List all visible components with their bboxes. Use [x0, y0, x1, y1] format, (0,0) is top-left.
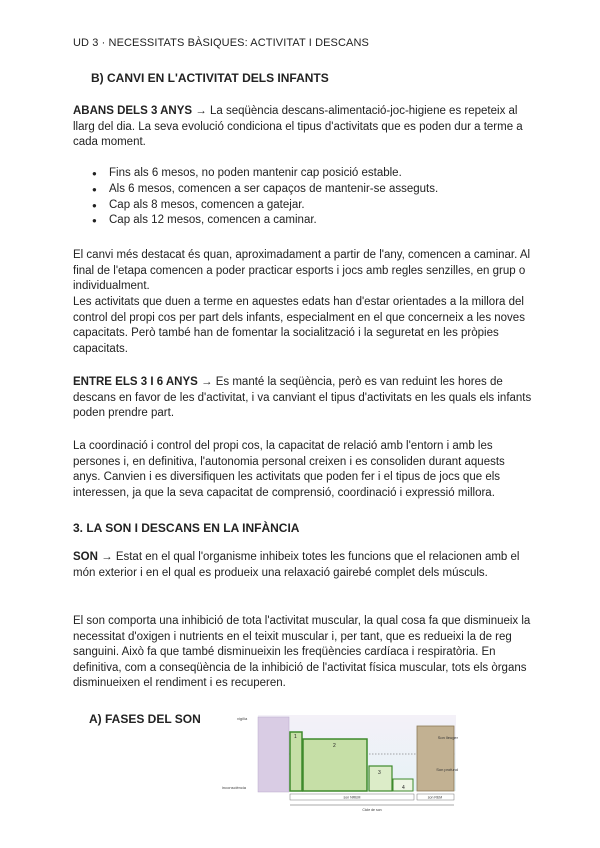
label-son-lleuger: Son lleuger	[437, 735, 458, 740]
phase-1-bar	[290, 732, 302, 791]
section-b-title: B) CANVI EN L'ACTIVITAT DELS INFANTS	[91, 71, 329, 85]
label-son-profund: Son profund	[436, 767, 458, 772]
label-vigilia: vigília	[237, 716, 248, 721]
section-3-title: 3. LA SON I DESCANS EN LA INFÀNCIA	[73, 521, 300, 535]
canvi-paragraph: El canvi més destacat és quan, aproximadament a partir de l'any, comencen a caminar. Al final de l'etapa comencen a poder practicar esports i jocs amb regles senzilles, en grup o individualment.	[73, 249, 531, 293]
entre-text: → Es manté la seqüència, però es van reduint les hores de descans en favor de les d'activitat, i va canviant el tipus d'activitats en les quals els infants poden prendre part.	[73, 376, 532, 420]
son-text: → Estat en el qual l'organisme inhibeix totes les funcions que el relacionen amb el món exterior i en el qual es produeix una relaxació gairebé complet dels músculs.	[73, 551, 520, 579]
page-header: UD 3 · NECESSITATS BÀSIQUES: ACTIVITAT I DESCANS	[73, 37, 369, 49]
activitats-paragraph: Les activitats que duen a terme en aquestes edats han d'estar orientades a la millora del control del propi cos per part dels infants, especialment en el que concerneix a les noves capacitats. Però també han de fomentar la socialització i la seguretat en les pròpies capacitats.	[73, 296, 525, 355]
phase-label-1: 1	[294, 734, 297, 740]
milestones-list	[92, 166, 438, 229]
son-paragraph	[73, 550, 533, 581]
list-item: ● Fins als 6 mesos, no poden mantenir cap posició estable.	[92, 166, 438, 182]
coordinacio-paragraph: La coordinació i control del propi cos, la capacitat de relació amb l'entorn i amb les persones i, en definitiva, l'autonomia personal creixen i es consoliden durant aquests anys. Canvien i es diversifiquen les activitats que poden fer i el tipus de jocs que els interessen, ja que la seva capacitat de comprensió, coordinació i expressió millora.	[73, 440, 505, 499]
son-term: SON	[73, 551, 98, 563]
abans-term: ABANS DELS 3 ANYS	[73, 105, 193, 117]
phases-title: A) FASES DEL SON	[89, 712, 201, 726]
label-inconsciencia: inconsciència	[222, 785, 247, 790]
list-item: ● Als 6 mesos, comencen a ser capaços de mantenir-se asseguts.	[92, 182, 438, 198]
list-item: ● Cap als 12 mesos, comencen a caminar.	[92, 213, 438, 229]
abans-paragraph	[73, 104, 533, 151]
wake-bar	[258, 717, 289, 792]
entre-term: ENTRE ELS 3 I 6 ANYS	[73, 376, 198, 388]
phase-label-3: 3	[378, 770, 381, 776]
son-description: El son comporta una inhibició de tota l'activitat muscular, la qual cosa fa que disminueix la necessitat d'oxigen i nutrients en el teixit muscular i, per tant, que es redueixi la de reg sanguini. Això fa que també disminueixin les freqüències cardíaca i respiratòria. En definitiva, com a conseqüència de la inhibició de l'activitat física muscular, tots els òrgans disminueixen el rendiment i es recuperen.	[73, 615, 531, 690]
sleep-phases-diagram	[220, 712, 460, 822]
abans-text: → La seqüència descans-alimentació-joc-higiene es repeteix al llarg del dia. La seva evolució condiciona el tipus d'activitats que es poden dur a terme a cada moment.	[73, 105, 523, 149]
list-item: ● Cap als 8 mesos, comencen a gatejar.	[92, 198, 438, 214]
phase-label-4: 4	[402, 785, 405, 791]
label-cicle: Cicle de son	[362, 808, 382, 812]
label-nrem: son NREM	[343, 795, 361, 800]
label-rem: son REM	[427, 795, 443, 800]
entre-paragraph	[73, 375, 533, 422]
phase-label-2: 2	[333, 743, 336, 749]
